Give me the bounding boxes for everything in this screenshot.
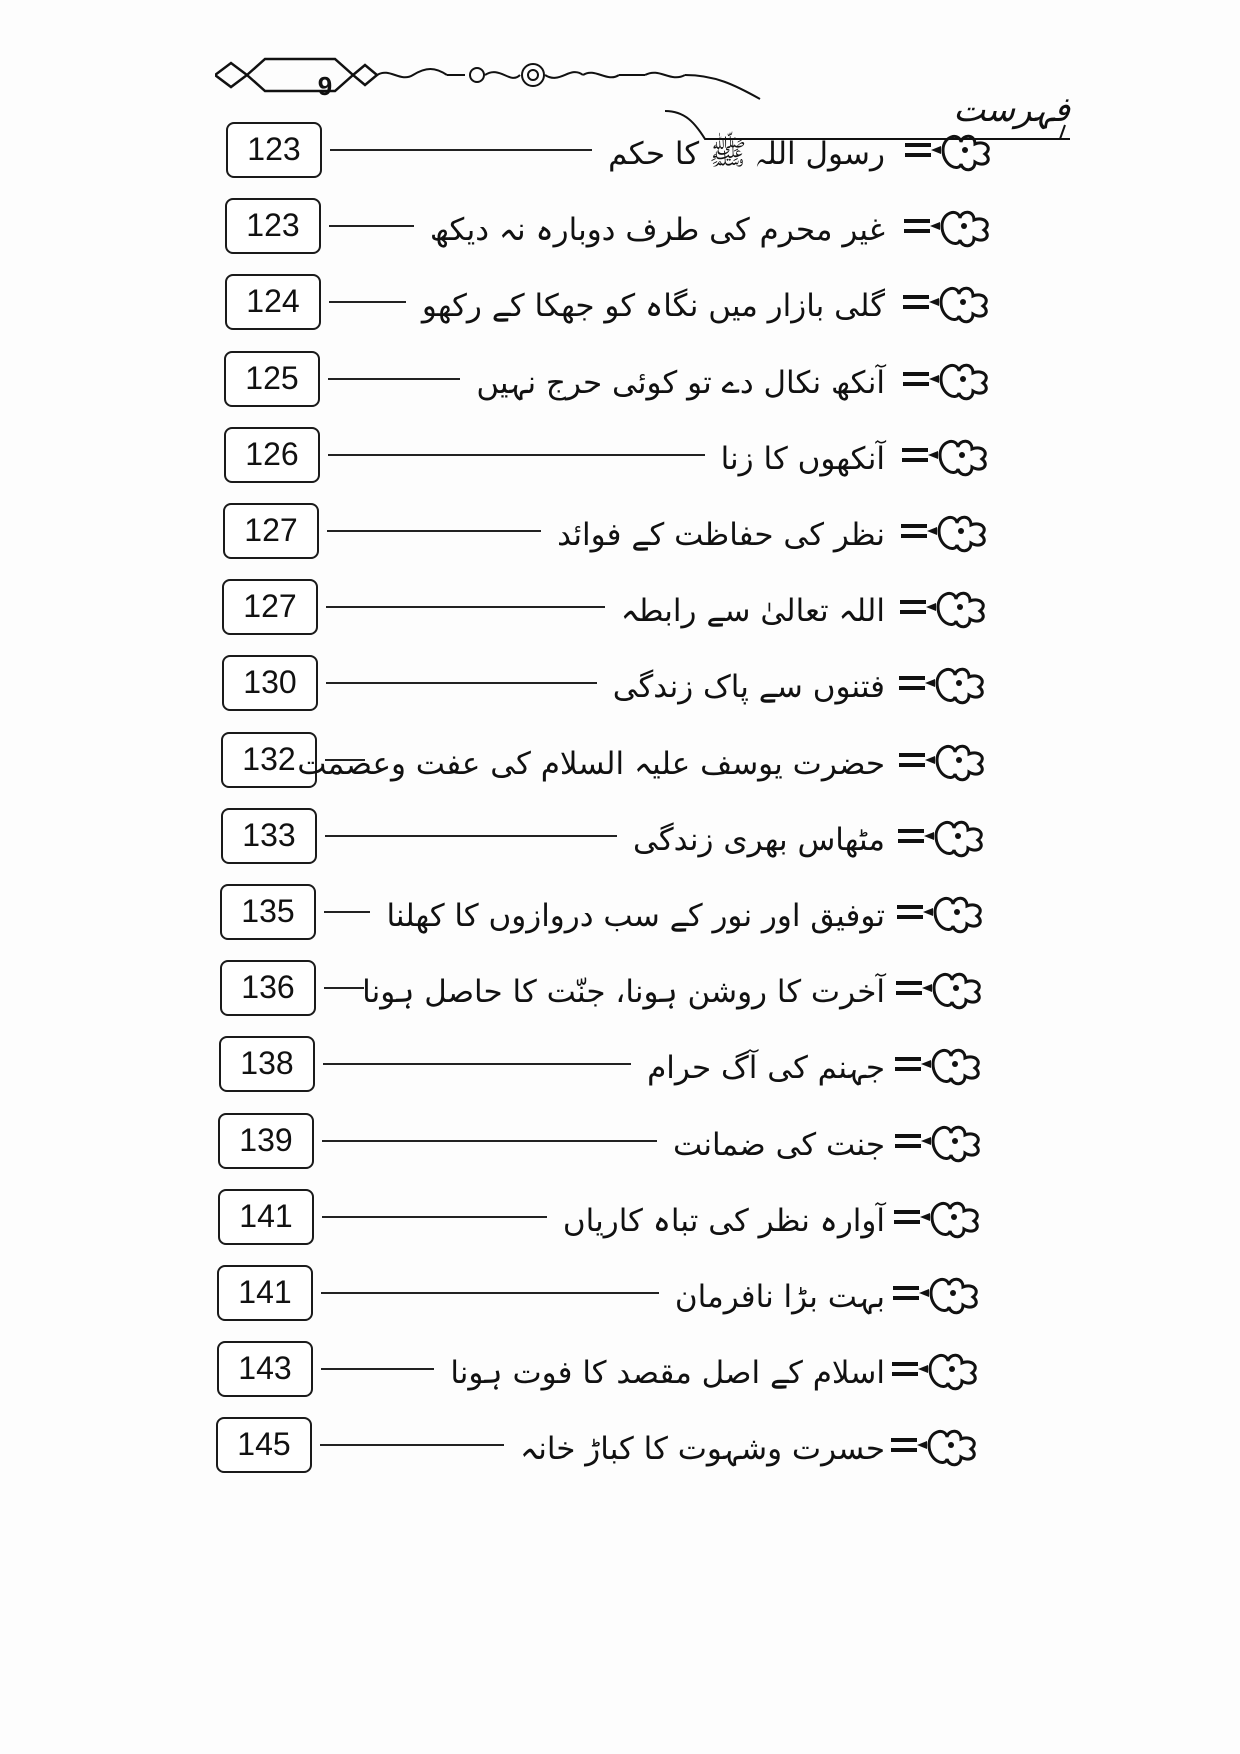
fleur-bullet-icon	[892, 1341, 992, 1401]
toc-entry[interactable]	[0, 122, 1240, 192]
toc-entry-title: اسلام کے اصل مقصد کا فوت ہونا	[450, 1355, 885, 1391]
toc-page-number: 123	[226, 122, 322, 178]
toc-entry[interactable]	[0, 579, 1240, 649]
fleur-bullet-icon	[903, 274, 1003, 334]
toc-page-number: 133	[221, 808, 317, 864]
toc-entry-title: گلی بازار میں نگاہ کو جھکا کے رکھو	[421, 288, 885, 324]
toc-entry[interactable]	[0, 1113, 1240, 1183]
toc-entry[interactable]	[0, 1036, 1240, 1106]
toc-entry[interactable]	[0, 808, 1240, 878]
toc-entry[interactable]	[0, 884, 1240, 954]
toc-leader-line	[330, 149, 592, 151]
toc-page-number: 138	[219, 1036, 315, 1092]
toc-entry[interactable]	[0, 1341, 1240, 1411]
toc-page-number: 123	[225, 198, 321, 254]
toc-entry[interactable]	[0, 1189, 1240, 1259]
toc-page-number: 127	[223, 503, 319, 559]
toc-entry[interactable]	[0, 274, 1240, 344]
toc-page-number: 125	[224, 351, 320, 407]
toc-page-number: 145	[216, 1417, 312, 1473]
toc-entry[interactable]	[0, 1417, 1240, 1487]
fleur-bullet-icon	[897, 884, 997, 944]
toc-entry-title: مٹھاس بھری زندگی	[633, 822, 885, 858]
toc-entry[interactable]	[0, 351, 1240, 421]
fleur-bullet-icon	[898, 808, 998, 868]
toc-entry-title: فتنوں سے پاک زندگی	[612, 669, 885, 705]
toc-page-number: 126	[224, 427, 320, 483]
toc-leader-line	[320, 1444, 504, 1446]
toc-leader-line	[325, 835, 617, 837]
toc-leader-line	[324, 911, 370, 913]
toc-leader-line	[327, 530, 541, 532]
toc-entry-title: اللہ تعالیٰ سے رابطہ	[620, 593, 885, 629]
toc-entry[interactable]	[0, 427, 1240, 497]
toc-entry[interactable]	[0, 503, 1240, 573]
toc-page-number: 130	[222, 655, 318, 711]
section-title: فہرست	[953, 90, 1070, 130]
toc-leader-line	[325, 759, 365, 761]
fleur-bullet-icon	[896, 960, 996, 1020]
toc-leader-line	[329, 301, 406, 303]
toc-page-number: 143	[217, 1341, 313, 1397]
toc-entry-title: رسول اللہ ﷺ کا حکم	[608, 136, 885, 172]
toc-page-number: 141	[217, 1265, 313, 1321]
toc-entry[interactable]	[0, 960, 1240, 1030]
toc-leader-line	[321, 1292, 659, 1294]
toc-leader-line	[322, 1216, 547, 1218]
toc-page-number: 132	[221, 732, 317, 788]
toc-page-number: 135	[220, 884, 316, 940]
toc-leader-line	[328, 378, 460, 380]
toc-entry[interactable]	[0, 1265, 1240, 1335]
fleur-bullet-icon	[895, 1113, 995, 1173]
toc-entry[interactable]	[0, 198, 1240, 268]
fleur-bullet-icon	[899, 655, 999, 715]
toc-entry-title: آنکھ نکال دے تو کوئی حرج نہیں	[476, 365, 885, 401]
toc-page-number: 124	[225, 274, 321, 330]
toc-leader-line	[324, 987, 364, 989]
toc-entry[interactable]	[0, 732, 1240, 802]
fleur-bullet-icon	[894, 1189, 994, 1249]
toc-entry-title: جنت کی ضمانت	[672, 1127, 885, 1163]
toc-leader-line	[326, 682, 597, 684]
toc-leader-line	[321, 1368, 434, 1370]
toc-leader-line	[328, 454, 705, 456]
toc-leader-line	[322, 1140, 657, 1142]
toc-page-number: 141	[218, 1189, 314, 1245]
toc-entry-title: آوارہ نظر کی تباہ کاریاں	[562, 1203, 885, 1239]
fleur-bullet-icon	[895, 1036, 995, 1096]
toc-leader-line	[329, 225, 414, 227]
toc-leader-line	[326, 606, 605, 608]
toc-entry-title: حضرت یوسف علیہ السلام کی عفت وعصمت	[297, 746, 885, 782]
toc-entry[interactable]	[0, 655, 1240, 725]
toc-entry-title: نظر کی حفاظت کے فوائد	[557, 517, 885, 553]
fleur-bullet-icon	[893, 1265, 993, 1325]
fleur-bullet-icon	[899, 732, 999, 792]
toc-page-number: 127	[222, 579, 318, 635]
page-number: 9	[317, 71, 333, 101]
fleur-bullet-icon	[902, 427, 1002, 487]
fleur-bullet-icon	[891, 1417, 991, 1477]
toc-page-number: 139	[218, 1113, 314, 1169]
toc-entry-title: آنکھوں کا زنا	[720, 441, 885, 477]
toc-entry-title: توفیق اور نور کے سب دروازوں کا کھلنا	[386, 898, 885, 934]
toc-entry-title: حسرت وشہوت کا کباڑ خانہ	[520, 1431, 885, 1467]
toc-entry-title: بہت بڑا نافرمان	[674, 1279, 885, 1315]
toc-page-number: 136	[220, 960, 316, 1016]
fleur-bullet-icon	[900, 579, 1000, 639]
fleur-bullet-icon	[903, 351, 1003, 411]
toc-leader-line	[323, 1063, 631, 1065]
toc-entry-title: آخرت کا روشن ہونا، جنّت کا حاصل ہونا	[362, 974, 885, 1010]
fleur-bullet-icon	[905, 122, 1005, 182]
toc-entry-title: جہنم کی آگ حرام	[647, 1050, 885, 1086]
fleur-bullet-icon	[904, 198, 1004, 258]
fleur-bullet-icon	[901, 503, 1001, 563]
toc-entry-title: غیر محرم کی طرف دوبارہ نہ دیکھ	[429, 212, 885, 248]
